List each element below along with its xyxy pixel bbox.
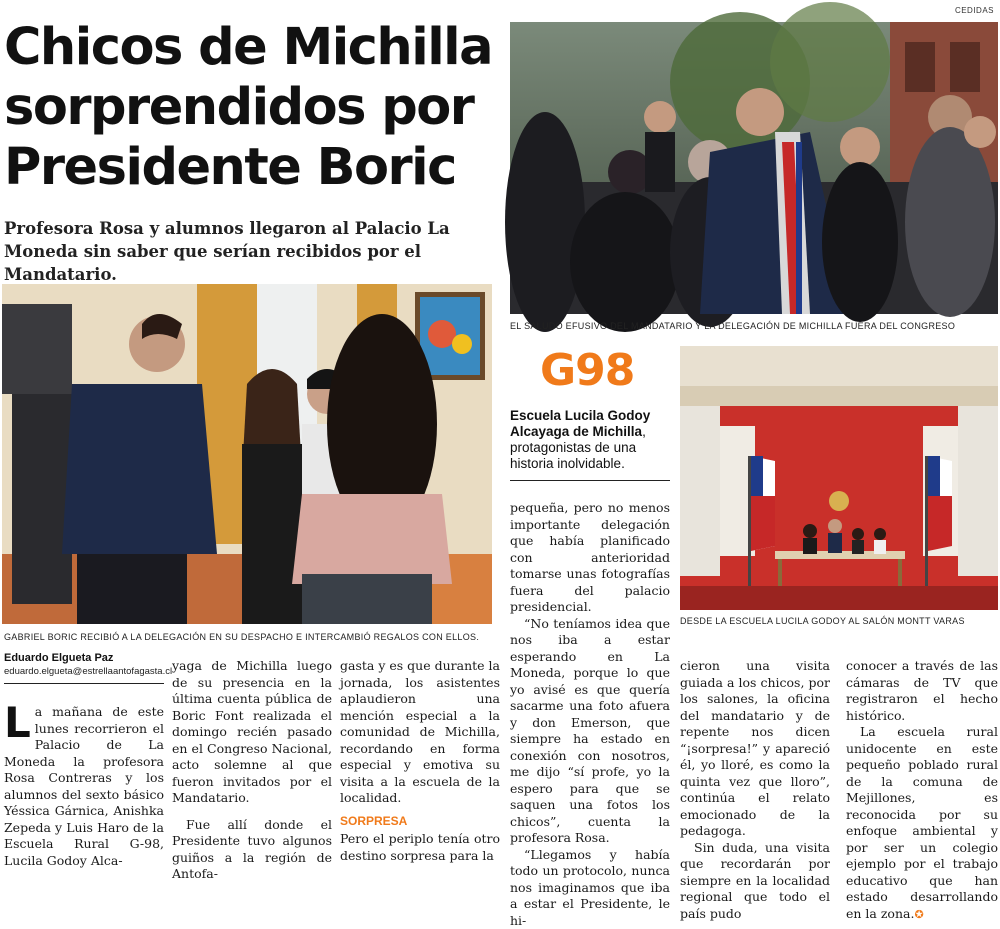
body-column-2 — [172, 658, 332, 850]
school-code-highlight: G98 — [540, 345, 634, 396]
school-tagline: , protagonistas de una historia inolvidable. — [510, 424, 646, 471]
body-column-5 — [680, 658, 830, 850]
photo-credit: CEDIDAS — [955, 6, 994, 15]
byline-divider — [4, 683, 164, 684]
body-column-1 — [4, 704, 164, 850]
photo-salon-illustration — [680, 346, 998, 610]
photo-salon-montt-varas — [680, 346, 998, 610]
drop-cap: L — [4, 706, 31, 740]
body-paragraph: conocer a través de las cámaras de TV que registraron el hecho histórico. — [846, 658, 998, 724]
body-paragraph: yaga de Michilla luego de su presencia en la última cuenta pública de Boric Font realizada el domingo recién pasado en el Congreso Nacional, acto solemne al que fueron invitados por el Mandatario. — [172, 658, 332, 807]
section-heading-sorpresa: SORPRESA — [340, 813, 500, 830]
school-divider — [510, 480, 670, 481]
body-paragraph: pequeña, pero no menos importante delegación que había planificado con anterioridad tomarse unas fotografías fuera del palacio presidencial. — [510, 500, 670, 616]
caption-greeting: EL SALUDO EFUSIVO DEL MANDATARIO Y LA DELEGACIÓN DE MICHILLA FUERA DEL CONGRESO — [510, 321, 955, 331]
photo-office-illustration — [2, 284, 492, 624]
body-paragraph — [846, 724, 998, 923]
photo-office-gifts — [2, 284, 492, 624]
body-paragraph — [4, 704, 164, 869]
school-name: Escuela Lucila Godoy Alcayaga de Michilla — [510, 408, 650, 439]
author-name: Eduardo Elgueta Paz — [4, 652, 172, 664]
closing-text: La escuela rural unidocente en este pequeño poblado rural de la comuna de Mejillones, es reconocida por su enfoque ambiental y por ser un colegio ejemplo por el trabajo educativo que han estado desarrollando en la zona. — [846, 724, 998, 921]
photo-greeting-illustration — [510, 22, 998, 314]
lead-text: a mañana de este lunes recorrieron el Palacio de La Moneda la profesora Rosa Contreras y los alumnos del sexto básico Yéssica Gárnica, Anishka Zepeda y Luis Haro de la Escuela Rural G-98, Lucila Godoy Alca- — [4, 704, 164, 868]
body-column-4 — [510, 500, 670, 850]
body-paragraph: “Llegamos y había todo un protocolo, nunca nos imaginamos que iba a estar el Presidente, le hi- — [510, 847, 670, 929]
body-paragraph: cieron una visita guiada a los chicos, por los salones, la oficina del mandatario y de repente nos dicen “¡sorpresa!” y apareció él, yo lloré, es como la quinta vez que lloro”, continúa el relato emocionado de la pedagoga. — [680, 658, 830, 840]
photo-greeting-congress — [510, 22, 998, 314]
author-email: eduardo.elgueta@estrellaantofagasta.cl — [4, 666, 172, 677]
headline: Chicos de Michilla sorprendidos por Presidente Boric — [4, 18, 499, 198]
caption-office: GABRIEL BORIC RECIBIÓ A LA DELEGACIÓN EN SU DESPACHO E INTERCAMBIÓ REGALOS CON ELLOS. — [4, 632, 479, 642]
end-of-article-icon: ✪ — [914, 908, 923, 921]
byline — [4, 652, 172, 677]
subtitle: Profesora Rosa y alumnos llegaron al Palacio La Moneda sin saber que serían recibidos por el Mandatario. — [4, 217, 499, 286]
body-paragraph: Fue allí donde el Presidente tuvo algunos guiños a la región de Antofa- — [172, 817, 332, 883]
body-column-6 — [846, 658, 998, 850]
school-description — [510, 408, 670, 472]
body-column-3 — [340, 658, 500, 850]
body-paragraph: gasta y es que durante la jornada, los asistentes aplaudieron una mención especial a la comunidad de Michilla, recordando en forma especial y emotiva su visita a la escuela de la localidad. — [340, 658, 500, 807]
caption-salon: DESDE LA ESCUELA LUCILA GODOY AL SALÓN MONTT VARAS — [680, 616, 965, 626]
body-paragraph: Sin duda, una visita que recordarán por siempre en la localidad regional que todo el país pudo — [680, 840, 830, 923]
body-paragraph: Pero el periplo tenía otro destino sorpresa para la — [340, 831, 500, 864]
body-paragraph: “No teníamos idea que nos iba a estar esperando en La Moneda, porque lo que yo avisé es que quería sacarme una foto afuera y don Emerson, que siempre ha estado en conexión con nosotros, me dijo “sí profe, yo la espero para que se saquen una fotos los chicos”, cuenta la profesora Rosa. — [510, 616, 670, 847]
